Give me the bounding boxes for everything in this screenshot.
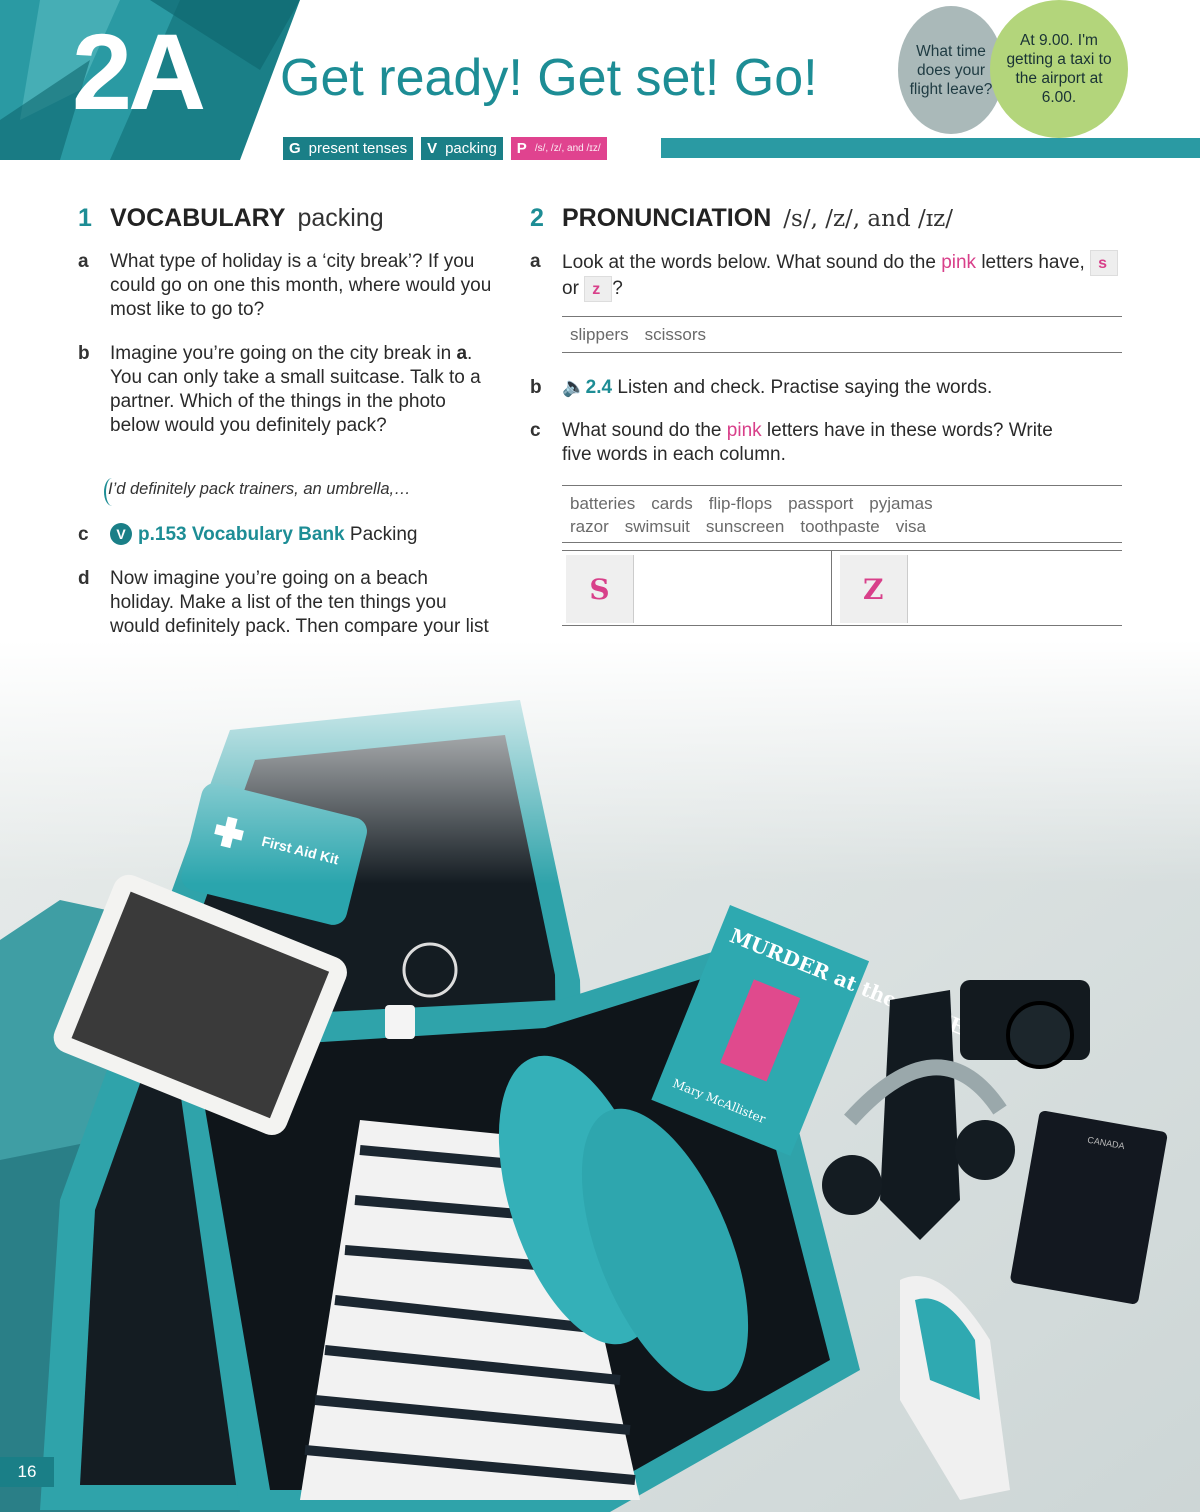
section-pronunciation-heading: 2 PRONUNCIATION /s/, /z/, and /ɪz/ [530,204,953,232]
vocabulary-tag: V packing [421,137,503,160]
unit-number: 2A [72,11,203,132]
speech-bubble-answer: At 9.00. I'm getting a taxi to the airport at 6.00. [990,0,1128,138]
pronunciation-tag: P /s/, /z/, and /ɪz/ [511,137,607,160]
header-rule [661,138,1200,158]
snake-s-icon: S [566,555,634,623]
audio-icon[interactable]: 🔈 [562,377,586,398]
zebra-z-icon: Z [840,555,908,623]
speech-bubble-question: What time does your flight leave? [898,6,1004,134]
audio-track[interactable]: 2.4 [585,377,613,398]
vocabulary-bank-link[interactable]: p.153 Vocabulary Bank [138,524,345,545]
packing-photo [0,640,1200,1512]
column-s[interactable] [562,551,831,625]
sound-columns-table [562,550,1122,626]
vocabulary-bank-icon: V [110,523,132,545]
column-z[interactable] [831,551,1122,625]
snake-s-icon: s [1090,250,1118,276]
example-sentence: I’d definitely pack trainers, an umbrella,… [108,480,411,498]
page-number: 16 [0,1457,54,1487]
word-box-c: batteries cards flip-flops passport pyjamas razor swimsuit sunscreen toothpaste visa [562,485,1122,543]
section-vocabulary-heading: 1 VOCABULARY packing [78,204,384,232]
word-box-a: slippers scissors [562,316,1122,353]
page-title: Get ready! Get set! Go! [280,49,818,107]
lesson-tags [283,137,607,160]
grammar-tag: G present tenses [283,137,413,160]
zebra-z-icon: z [584,276,612,302]
